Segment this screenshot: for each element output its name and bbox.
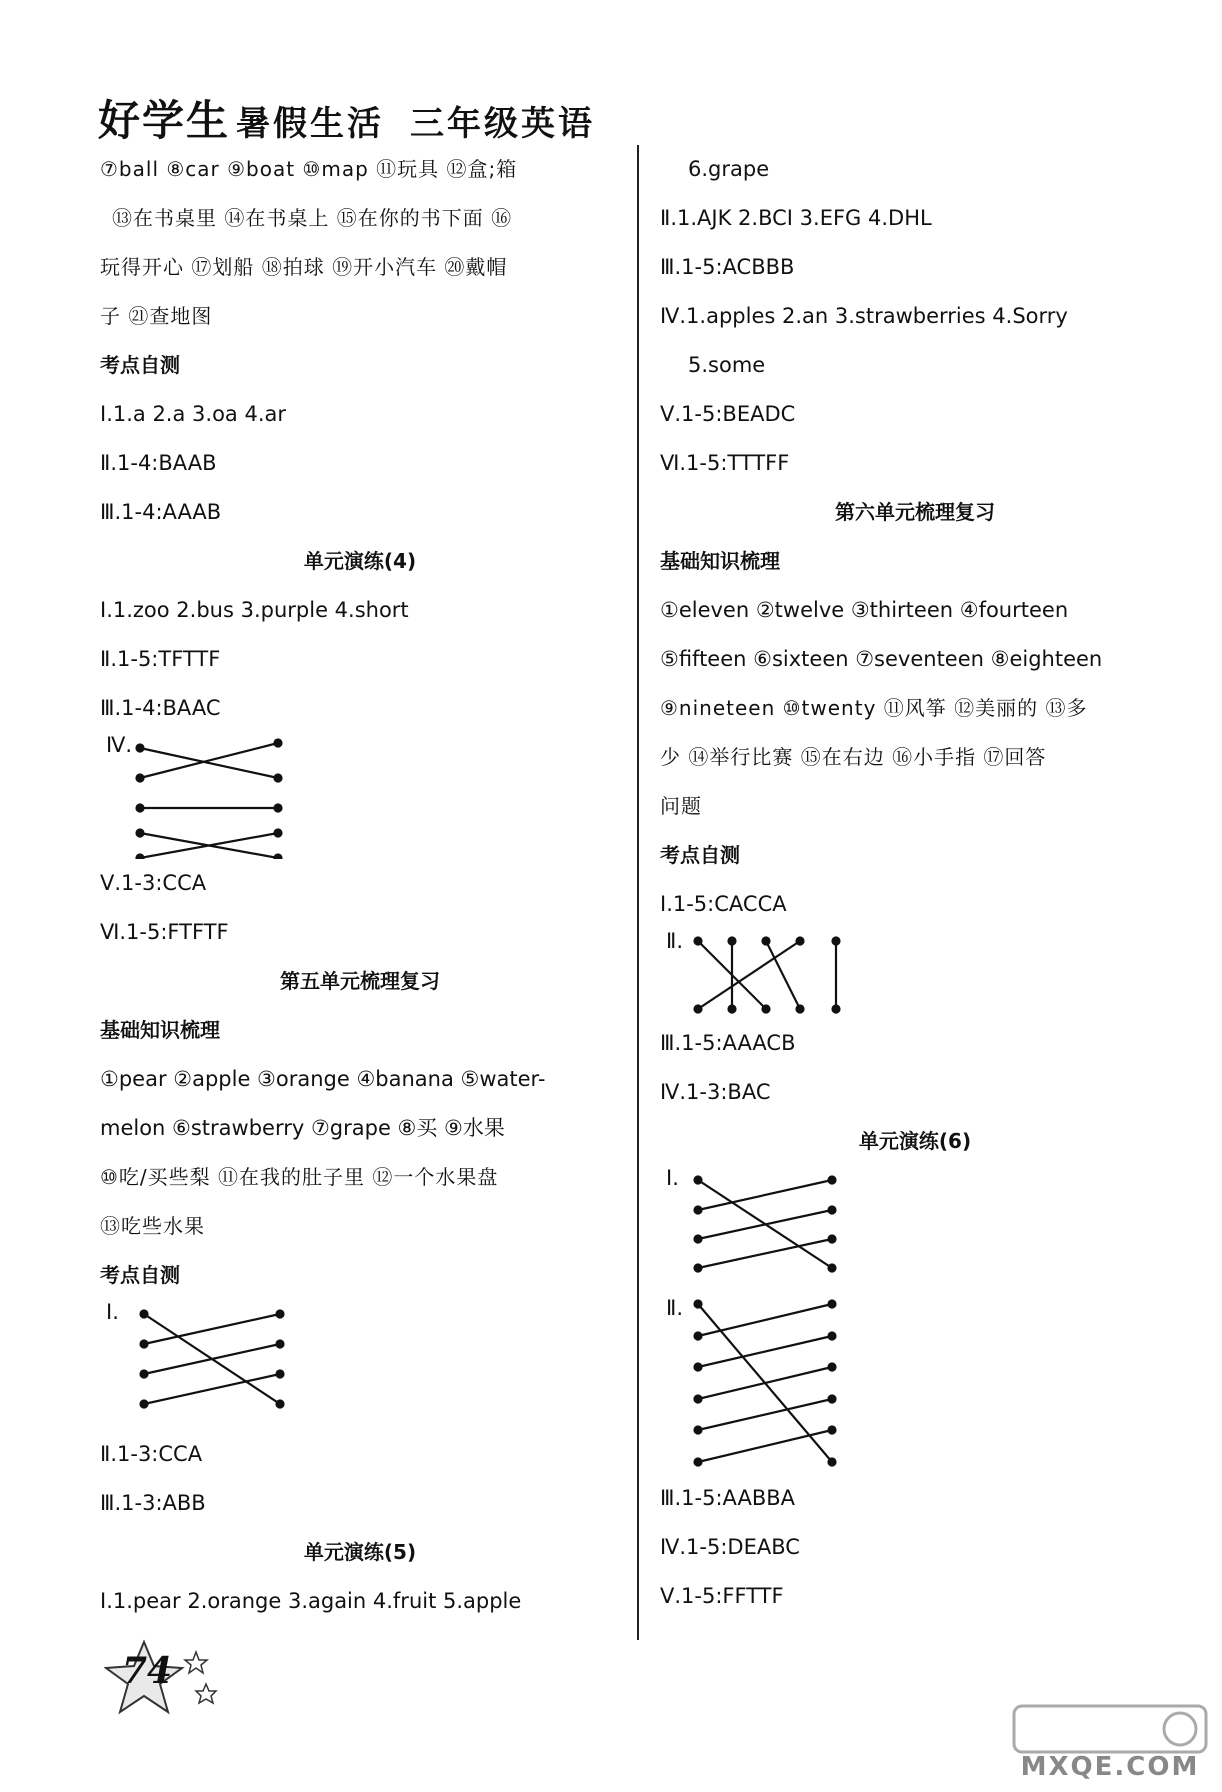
matching-label: Ⅰ. bbox=[106, 1300, 119, 1324]
answer-line: Ⅰ.1-5:CACCA bbox=[660, 892, 787, 916]
brand-title: 好学生 bbox=[98, 96, 231, 145]
answer-line: 子 ㉑查地图 bbox=[100, 304, 213, 328]
matching-lines bbox=[100, 733, 300, 859]
answer-line: 少 ⑭举行比赛 ⑮在右边 ⑯小手指 ⑰回答 bbox=[660, 745, 1047, 769]
section-heading: 基础知识梳理 bbox=[660, 549, 780, 573]
page-header-title bbox=[98, 88, 595, 148]
answer-line: ⑨nineteen ⑩twenty ⑪风筝 ⑫美丽的 ⑬多 bbox=[660, 696, 1088, 720]
section-heading: 单元演练(4) bbox=[303, 549, 417, 573]
answer-line: Ⅵ.1-5:FTFTF bbox=[100, 920, 229, 944]
answer-line: Ⅲ.1-4:BAAC bbox=[100, 696, 221, 720]
answer-line: 玩得开心 ⑰划船 ⑱拍球 ⑲开小汽车 ⑳戴帽 bbox=[100, 255, 508, 279]
matching-label: Ⅱ. bbox=[666, 929, 684, 953]
section-heading: 单元演练(5) bbox=[303, 1540, 417, 1564]
watermark-text: MXQE.COM bbox=[1020, 1752, 1200, 1782]
answer-line: Ⅲ.1-5:AAACB bbox=[660, 1031, 796, 1055]
matching-lines bbox=[660, 1296, 900, 1474]
answer-line: ⑤fifteen ⑥sixteen ⑦seventeen ⑧eighteen bbox=[660, 647, 1103, 671]
answer-line: 问题 bbox=[660, 794, 702, 818]
section-heading: 考点自测 bbox=[660, 843, 740, 867]
section-heading: 考点自测 bbox=[100, 353, 180, 377]
answer-line: ①pear ②apple ③orange ④banana ⑤water- bbox=[100, 1067, 546, 1091]
matching-lines bbox=[660, 1166, 900, 1296]
section-heading: 第五单元梳理复习 bbox=[280, 969, 440, 993]
header-grade: 三年级英语 bbox=[410, 104, 596, 144]
column-divider bbox=[637, 145, 639, 1640]
answer-line: Ⅲ.1-5:ACBBB bbox=[660, 255, 795, 279]
header-subtitle: 暑假生活 bbox=[236, 104, 385, 144]
answer-line: Ⅳ.1-3:BAC bbox=[660, 1080, 771, 1104]
matching-label: Ⅰ. bbox=[666, 1166, 679, 1190]
section-heading: 考点自测 bbox=[100, 1263, 180, 1287]
answer-line: 5.some bbox=[688, 353, 766, 377]
left-column bbox=[100, 145, 620, 1626]
section-heading: 单元演练(6) bbox=[858, 1129, 972, 1153]
right-column bbox=[660, 145, 1170, 1621]
answer-line: 6.grape bbox=[688, 157, 770, 181]
answer-line: Ⅴ.1-5:BEADC bbox=[660, 402, 796, 426]
answer-line: Ⅲ.1-3:ABB bbox=[100, 1491, 206, 1515]
page-number: 74 bbox=[122, 1650, 173, 1692]
answer-line: Ⅲ.1-4:AAAB bbox=[100, 500, 222, 524]
matching-label: Ⅱ. bbox=[666, 1296, 684, 1320]
answer-line: Ⅱ.1-4:BAAB bbox=[100, 451, 217, 475]
answer-line: Ⅱ.1-5:TFTTF bbox=[100, 647, 221, 671]
answer-line: Ⅵ.1-5:TTTFF bbox=[660, 451, 790, 475]
answer-line: ⑬吃些水果 bbox=[100, 1214, 205, 1238]
section-heading: 基础知识梳理 bbox=[100, 1018, 220, 1042]
answer-line: Ⅰ.1.zoo 2.bus 3.purple 4.short bbox=[100, 598, 409, 622]
answer-line: Ⅲ.1-5:AABBA bbox=[660, 1486, 796, 1510]
answer-line: ⑬在书桌里 ⑭在书桌上 ⑮在你的书下面 ⑯ bbox=[112, 206, 513, 230]
matching-diagram bbox=[660, 929, 1170, 1019]
section-heading: 第六单元梳理复习 bbox=[835, 500, 995, 524]
answer-line: Ⅱ.1.AJK 2.BCI 3.EFG 4.DHL bbox=[660, 206, 932, 230]
answer-line: Ⅱ.1-3:CCA bbox=[100, 1442, 203, 1466]
answer-line: Ⅰ.1.pear 2.orange 3.again 4.fruit 5.apple bbox=[100, 1589, 522, 1613]
answer-line: melon ⑥strawberry ⑦grape ⑧买 ⑨水果 bbox=[100, 1116, 505, 1140]
answer-line: Ⅴ.1-5:FFTTF bbox=[660, 1584, 784, 1608]
answer-line: Ⅳ.1.apples 2.an 3.strawberries 4.Sorry bbox=[660, 304, 1068, 328]
answer-line: Ⅴ.1-3:CCA bbox=[100, 871, 207, 895]
matching-diagram bbox=[660, 1166, 1170, 1296]
matching-diagram bbox=[100, 1300, 620, 1430]
answer-line: ⑦ball ⑧car ⑨boat ⑩map ⑪玩具 ⑫盒;箱 bbox=[100, 157, 518, 181]
answer-line: ①eleven ②twelve ③thirteen ④fourteen bbox=[660, 598, 1069, 622]
matching-diagram bbox=[660, 1296, 1170, 1474]
matching-diagram bbox=[100, 733, 620, 859]
matching-label: Ⅳ. bbox=[106, 733, 133, 757]
matching-lines bbox=[100, 1300, 300, 1430]
matching-lines bbox=[660, 929, 880, 1019]
answer-line: Ⅳ.1-5:DEABC bbox=[660, 1535, 800, 1559]
answer-line: ⑩吃/买些梨 ⑪在我的肚子里 ⑫一个水果盘 bbox=[100, 1165, 499, 1189]
answer-line: Ⅰ.1.a 2.a 3.oa 4.ar bbox=[100, 402, 286, 426]
